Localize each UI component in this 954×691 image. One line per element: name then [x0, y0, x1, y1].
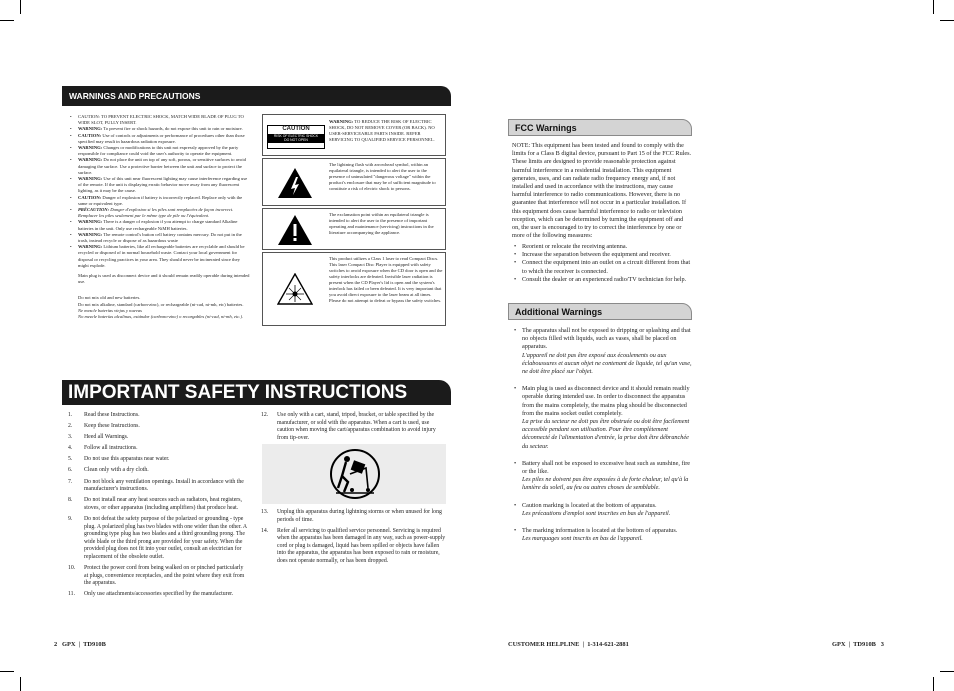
list-item: • WARNING: Changes or modifications to this unit not expressly approved by the party responsible for compliance could void the user's authority to operate the equipment.	[70, 145, 250, 157]
list-item: 6. Clean only with a dry cloth.	[68, 467, 149, 474]
safety-list-left	[68, 412, 248, 599]
list-item: 3. Heed all Warnings.	[68, 434, 129, 441]
list-item: 9. Do not defeat the safety purpose of the polarized or grounding - type plug. A polarized plug has two blades with one wider than the other. A grounding type plug has two blades and a third grounding prong. The wide blade or the third prong are provided for your safety. When the provided plug does not fit into your outlet, consult an electrician for replacement of the obsolete outlet.	[68, 515, 247, 560]
list-item: • CAUTION: Use of controls or adjustments or performance of procedures other than those specified may result in hazardous radiation exposure.	[70, 133, 250, 145]
caution-label	[267, 125, 325, 149]
list-item: 12. Use only with a cart, stand, tripod, bracket, or table specified by the manufacturer, or sold with the apparatus. When a cart is used, use caution when moving the cart/apparatus combination to avoid injury from tip-over.	[261, 412, 436, 441]
caution-box	[262, 114, 446, 156]
list-item: • Caution marking is located at the bottom of apparatus. Les précautions d'emploi sont inscrites en bas de l'appareil.	[514, 502, 692, 518]
list-item: • WARNING: Use of this unit near fluorescent lighting may cause interference regarding use of the remote. If the unit is displaying erratic behavior move away from any fluorescent lighting, as it may be the cause.	[70, 176, 250, 195]
exclamation-triangle-icon	[277, 214, 313, 246]
crop-mark	[933, 0, 934, 14]
list-item: • WARNING: There is a danger of explosion if you attempt to charge standard Alkaline batteries in the unit. Only use rechargeable NiMH batteries.	[70, 219, 250, 231]
list-item: 11. Only use attachments/accessories specified by the manufacturer.	[68, 591, 234, 598]
list-item: 4. Follow all instructions.	[68, 445, 138, 452]
list-item: • WARNING: To prevent fire or shock hazards, do not expose this unit to rain or moisture.	[70, 126, 250, 132]
mains-note: Main plug is used as disconnect device and it should remain readily operable during intended use.	[78, 273, 250, 285]
lightning-box	[262, 158, 446, 206]
warnings-list	[70, 114, 250, 269]
footer-right: GPX | TD910B 3	[832, 641, 884, 648]
exclaim-box	[262, 208, 446, 250]
cart-tipover-icon	[330, 448, 380, 500]
fcc-measures	[514, 243, 692, 284]
additional-title: Additional Warnings	[515, 307, 603, 317]
crop-mark	[20, 677, 21, 691]
additional-column	[514, 327, 692, 543]
list-item: 14. Refer all servicing to qualified service personnel. Servicing is required when the apparatus has been damaged in any way, such as power-supply cord or plug is damaged, liquid has been spilled or objects have fallen into the apparatus, the apparatus has been exposed to rain or moisture, does not operate normally, or has been dropped.	[261, 527, 446, 565]
list-item: • Increase the separation between the equipment and receiver.	[514, 251, 692, 259]
list-item: • Connect the equipment into an outlet on a circuit different from that to which the receiver is connected.	[514, 259, 692, 275]
footer-left: 2 GPX | TD910B	[54, 641, 106, 648]
safety-left-column	[68, 412, 248, 602]
crop-mark	[0, 671, 14, 672]
list-item: • Battery shall not be exposed to excessive heat such as sunshine, fire or the like. Les piles ne doivent pas être exposées à de forte chaleur, tel qu'à la lumière du soleil, au feu ou autres choses de semblable.	[514, 460, 692, 493]
warnings-header	[62, 86, 451, 106]
additional-header	[508, 303, 692, 320]
list-item: 8. Do not install near any heat sources such as radiators, heat registers, stoves, or other apparatus (including amplifiers) that produce heat.	[68, 497, 242, 511]
battery-mix-note-es: No mezcle baterías alcalinas, estándar (carbono-zinc) o recargables (ni-cad, ni-mh, etc.).	[78, 314, 244, 320]
safety-right-column-bottom	[261, 509, 447, 569]
list-item: • The apparatus shall not be exposed to dripping or splashing and that no objects filled with liquids, such as vases, shall be placed on apparatus. L'appareil ne doit pas être exposé aux écoulements ou aux éclaboussures et aucun objet ne contenant de liquide, tel qu'un vase, ne doit être placé sur l'objet.	[514, 327, 692, 376]
cart-warning-image	[262, 444, 446, 504]
crop-mark	[0, 20, 14, 21]
list-item: • WARNING: The remote control's button cell battery contains mercury. Do not put in the trash, instead recycle or dispose of as hazardous waste	[70, 232, 250, 244]
list-item: • WARNING: Do not place the unit on top of any soft, porous, or sensitive surfaces to avoid damaging the surface. Use a protective barrier between the unit and surface to protect the surface.	[70, 157, 250, 176]
list-item: 5. Do not use this apparatus near water.	[68, 456, 170, 463]
safety-header	[62, 380, 451, 405]
list-item: 1. Read these Instructions.	[68, 412, 140, 418]
fcc-list	[514, 243, 692, 284]
additional-list	[514, 327, 692, 543]
list-item: • The marking information is located at the bottom of apparatus. Les marquages sont inscrits en bas de l'appareil.	[514, 527, 692, 543]
lightning-triangle-icon	[277, 167, 313, 199]
list-item: • Main plug is used as disconnect device and it should remain readily operable during intended use. In order to disconnect the apparatus from the mains completely, the mains plug should be disconnected from the mains socket outlet completely. La prise du secteur ne doit pas être obstruée ou doit être facilement accessible pendant son utilisation. Pour être complètement déconnecté de l'alimentation d'entrée, la prise doit être débranchée du secteur.	[514, 385, 692, 451]
crop-mark	[20, 0, 21, 14]
list-item: • CAUTION: Danger of explosion if battery is incorrectly replaced. Replace only with the same or equivalent type.	[70, 195, 250, 207]
caution-label-title: CAUTION	[282, 126, 310, 132]
safety-list-right-top	[261, 412, 447, 442]
list-item: 7. Do not block any ventilation openings. Install in accordance with the manufacturer's instructions.	[68, 478, 244, 493]
warnings-title: WARNINGS AND PRECAUTIONS	[69, 91, 201, 101]
battery-mix-note-es: Ne mezcle baterías viejas y nuevas	[78, 307, 142, 313]
caution-label-line1: RISK OF ELECTRIC SHOCK	[268, 134, 324, 138]
list-item: 2. Keep these Instructions.	[68, 423, 140, 430]
safety-list-right-bottom	[261, 509, 447, 566]
battery-mix-note: Do not mix old and new batteries.	[78, 295, 141, 301]
crop-mark	[940, 671, 954, 672]
safety-right-column	[261, 412, 447, 446]
crop-mark	[940, 20, 954, 21]
caution-label-line2: DO NOT OPEN	[268, 138, 324, 142]
list-item: • Reorient or relocate the receiving antenna.	[514, 243, 692, 251]
list-item: 10. Protect the power cord from being walked on or pinched particularly at plugs, convenience receptacles, and the point where they exit from the apparatus.	[68, 565, 245, 587]
fcc-header	[508, 119, 692, 136]
list-item: • PRÉCAUTION: Danger d'explosion si les piles sont remplacées de façon incorrect. Remplacer les piles seulement par le même type de pile ou l'équivalent.	[70, 207, 250, 219]
battery-mix-note: Do not mix alkaline, standard (carbon-zinc), or rechargeable (ni-cad, ni-mh, etc) batteries.	[78, 301, 244, 307]
caution-text: WARNING: TO REDUCE THE RISK OF ELECTRIC SHOCK, DO NOT REMOVE COVER (OR BACK). NO USER-SERVICEABLE PARTS INSIDE. REFER SERVICING TO QUALIFIED SERVICE PERSONNEL.	[329, 119, 435, 142]
list-item: • WARNING: Lithium batteries, like all rechargeable batteries are recyclable and should be recycled or disposed of in normal household waste. Contact your local government for disposal or recycling practices in your area. They should never be incinerated since they might explode.	[70, 244, 250, 269]
fcc-title: FCC Warnings	[515, 123, 577, 133]
list-item: • Consult the dealer or an experienced radio/TV technician for help.	[514, 276, 692, 284]
laser-text: This product utilizes a Class 1 laser to read Compact Discs. This laser Compact Disc Player is equipped with safety switches to avoid exposure when the CD door is open and the safety interlocks are defeated. Invisible laser radiation is present when the CD Player's lid is open and the system's interlock has failed or been defeated. It is very important that you avoid direct exposure to the laser beam at all times. Please do not attempt to defeat or bypass the safety switches.	[329, 256, 443, 303]
laser-warning-icon	[277, 273, 313, 305]
list-item: • CAUTION: TO PREVENT ELECTRIC SHOCK, MATCH WIDE BLADE OF PLUG TO WIDE SLOT, FULLY INSERT.	[70, 114, 250, 126]
exclaim-text: The exclamation point within an equilateral triangle is intended to alert the user to the presence of important operating and maintenance (servicing) instructions in the literature accompanying the appliance.	[329, 212, 434, 235]
safety-title: IMPORTANT SAFETY INSTRUCTIONS	[68, 382, 408, 403]
lightning-text: The lightning flash with arrowhead symbol, within an equilateral triangle, is intended to alert the user to the presence of uninsulated "dangerous voltage" within the product's enclosure that may be of sufficient magnitude to constitute a risk of electric shock to persons.	[329, 162, 436, 191]
fcc-body: NOTE: This equipment has been tested and found to comply with the limits for a Class B digital device, pursuant to Part 15 of the FCC Rules. These limits are designed to provide reasonable protection against harmful interference in a residential installation. This equipment generates, uses, and can radiate radio frequency energy and, if not installed and used in accordance with the instructions, may cause harmful interference to radio communications. However, there is no guarantee that interference will not occur in a particular installation. If this equipment does cause harmful interference to radio or television reception, which can be determined by turning the equipment off and on, the user is encouraged to try to correct the interference by one or more of the following measures:	[512, 142, 692, 240]
crop-mark	[933, 677, 934, 691]
laser-box	[262, 252, 446, 326]
footer-center: CUSTOMER HELPLINE | 1-314-621-2881	[508, 641, 629, 648]
list-item: 13. Unplug this apparatus during lightning storms or when unused for long periods of time.	[261, 509, 442, 523]
warnings-column	[70, 114, 250, 320]
